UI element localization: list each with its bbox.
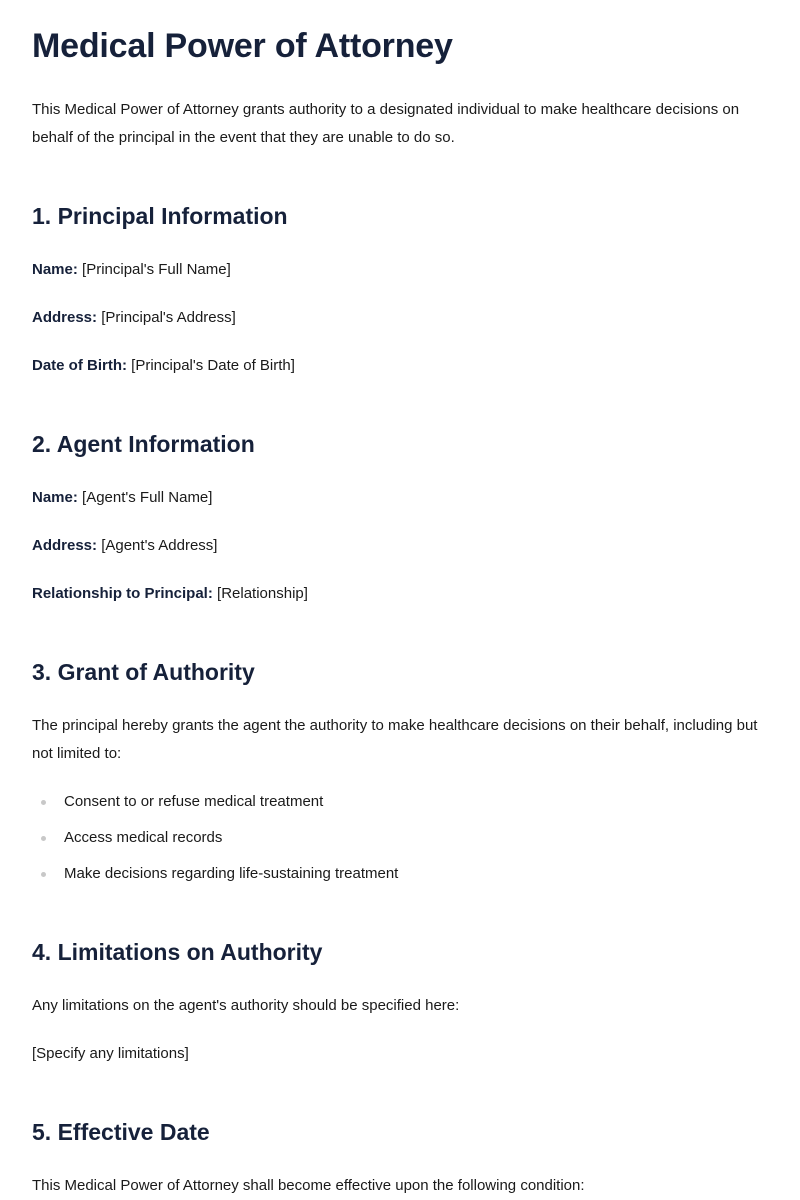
field-label: Address: bbox=[32, 537, 98, 554]
list-item-text: Make decisions regarding life-sustaining treatment bbox=[64, 865, 399, 882]
section-heading-principal: 1. Principal Information bbox=[32, 203, 288, 229]
list-item bbox=[32, 826, 768, 850]
field-label: Name: bbox=[32, 261, 78, 278]
list-item bbox=[32, 862, 768, 886]
principal-dob-field bbox=[32, 354, 295, 378]
agent-name-field bbox=[32, 486, 212, 510]
list-item bbox=[32, 790, 768, 814]
document-title: Medical Power of Attorney bbox=[32, 27, 453, 65]
limitations-placeholder: [Specify any limitations] bbox=[32, 1045, 189, 1062]
effective-paragraph: This Medical Power of Attorney shall become effective upon the following condition: bbox=[32, 1177, 585, 1194]
agent-relationship-field bbox=[32, 582, 308, 606]
field-value: [Principal's Date of Birth] bbox=[131, 357, 295, 374]
list-item-text: Access medical records bbox=[64, 829, 223, 846]
principal-name-field bbox=[32, 258, 231, 282]
bullet-icon bbox=[41, 800, 46, 805]
field-value: [Principal's Address] bbox=[101, 309, 236, 326]
field-label: Name: bbox=[32, 489, 78, 506]
authority-list bbox=[32, 790, 768, 886]
list-item-text: Consent to or refuse medical treatment bbox=[64, 793, 324, 810]
section-heading-authority: 3. Grant of Authority bbox=[32, 659, 255, 685]
limitations-paragraph: Any limitations on the agent's authority should be specified here: bbox=[32, 997, 460, 1014]
section-heading-limitations: 4. Limitations on Authority bbox=[32, 939, 323, 965]
field-value: [Agent's Address] bbox=[101, 537, 218, 554]
field-value: [Agent's Full Name] bbox=[82, 489, 213, 506]
section-heading-effective: 5. Effective Date bbox=[32, 1119, 210, 1145]
agent-address-field bbox=[32, 534, 217, 558]
bullet-icon bbox=[41, 836, 46, 841]
field-label: Relationship to Principal: bbox=[32, 585, 213, 602]
bullet-icon bbox=[41, 872, 46, 877]
authority-paragraph: The principal hereby grants the agent the authority to make healthcare decisions on their behalf, including but not limited to: bbox=[32, 717, 758, 762]
principal-address-field bbox=[32, 306, 236, 330]
intro-paragraph: This Medical Power of Attorney grants authority to a designated individual to make healthcare decisions on behalf of the principal in the event that they are unable to do so. bbox=[32, 101, 740, 146]
field-value: [Relationship] bbox=[217, 585, 308, 602]
field-label: Address: bbox=[32, 309, 98, 326]
section-heading-agent: 2. Agent Information bbox=[32, 431, 255, 457]
field-value: [Principal's Full Name] bbox=[82, 261, 231, 278]
field-label: Date of Birth: bbox=[32, 357, 127, 374]
